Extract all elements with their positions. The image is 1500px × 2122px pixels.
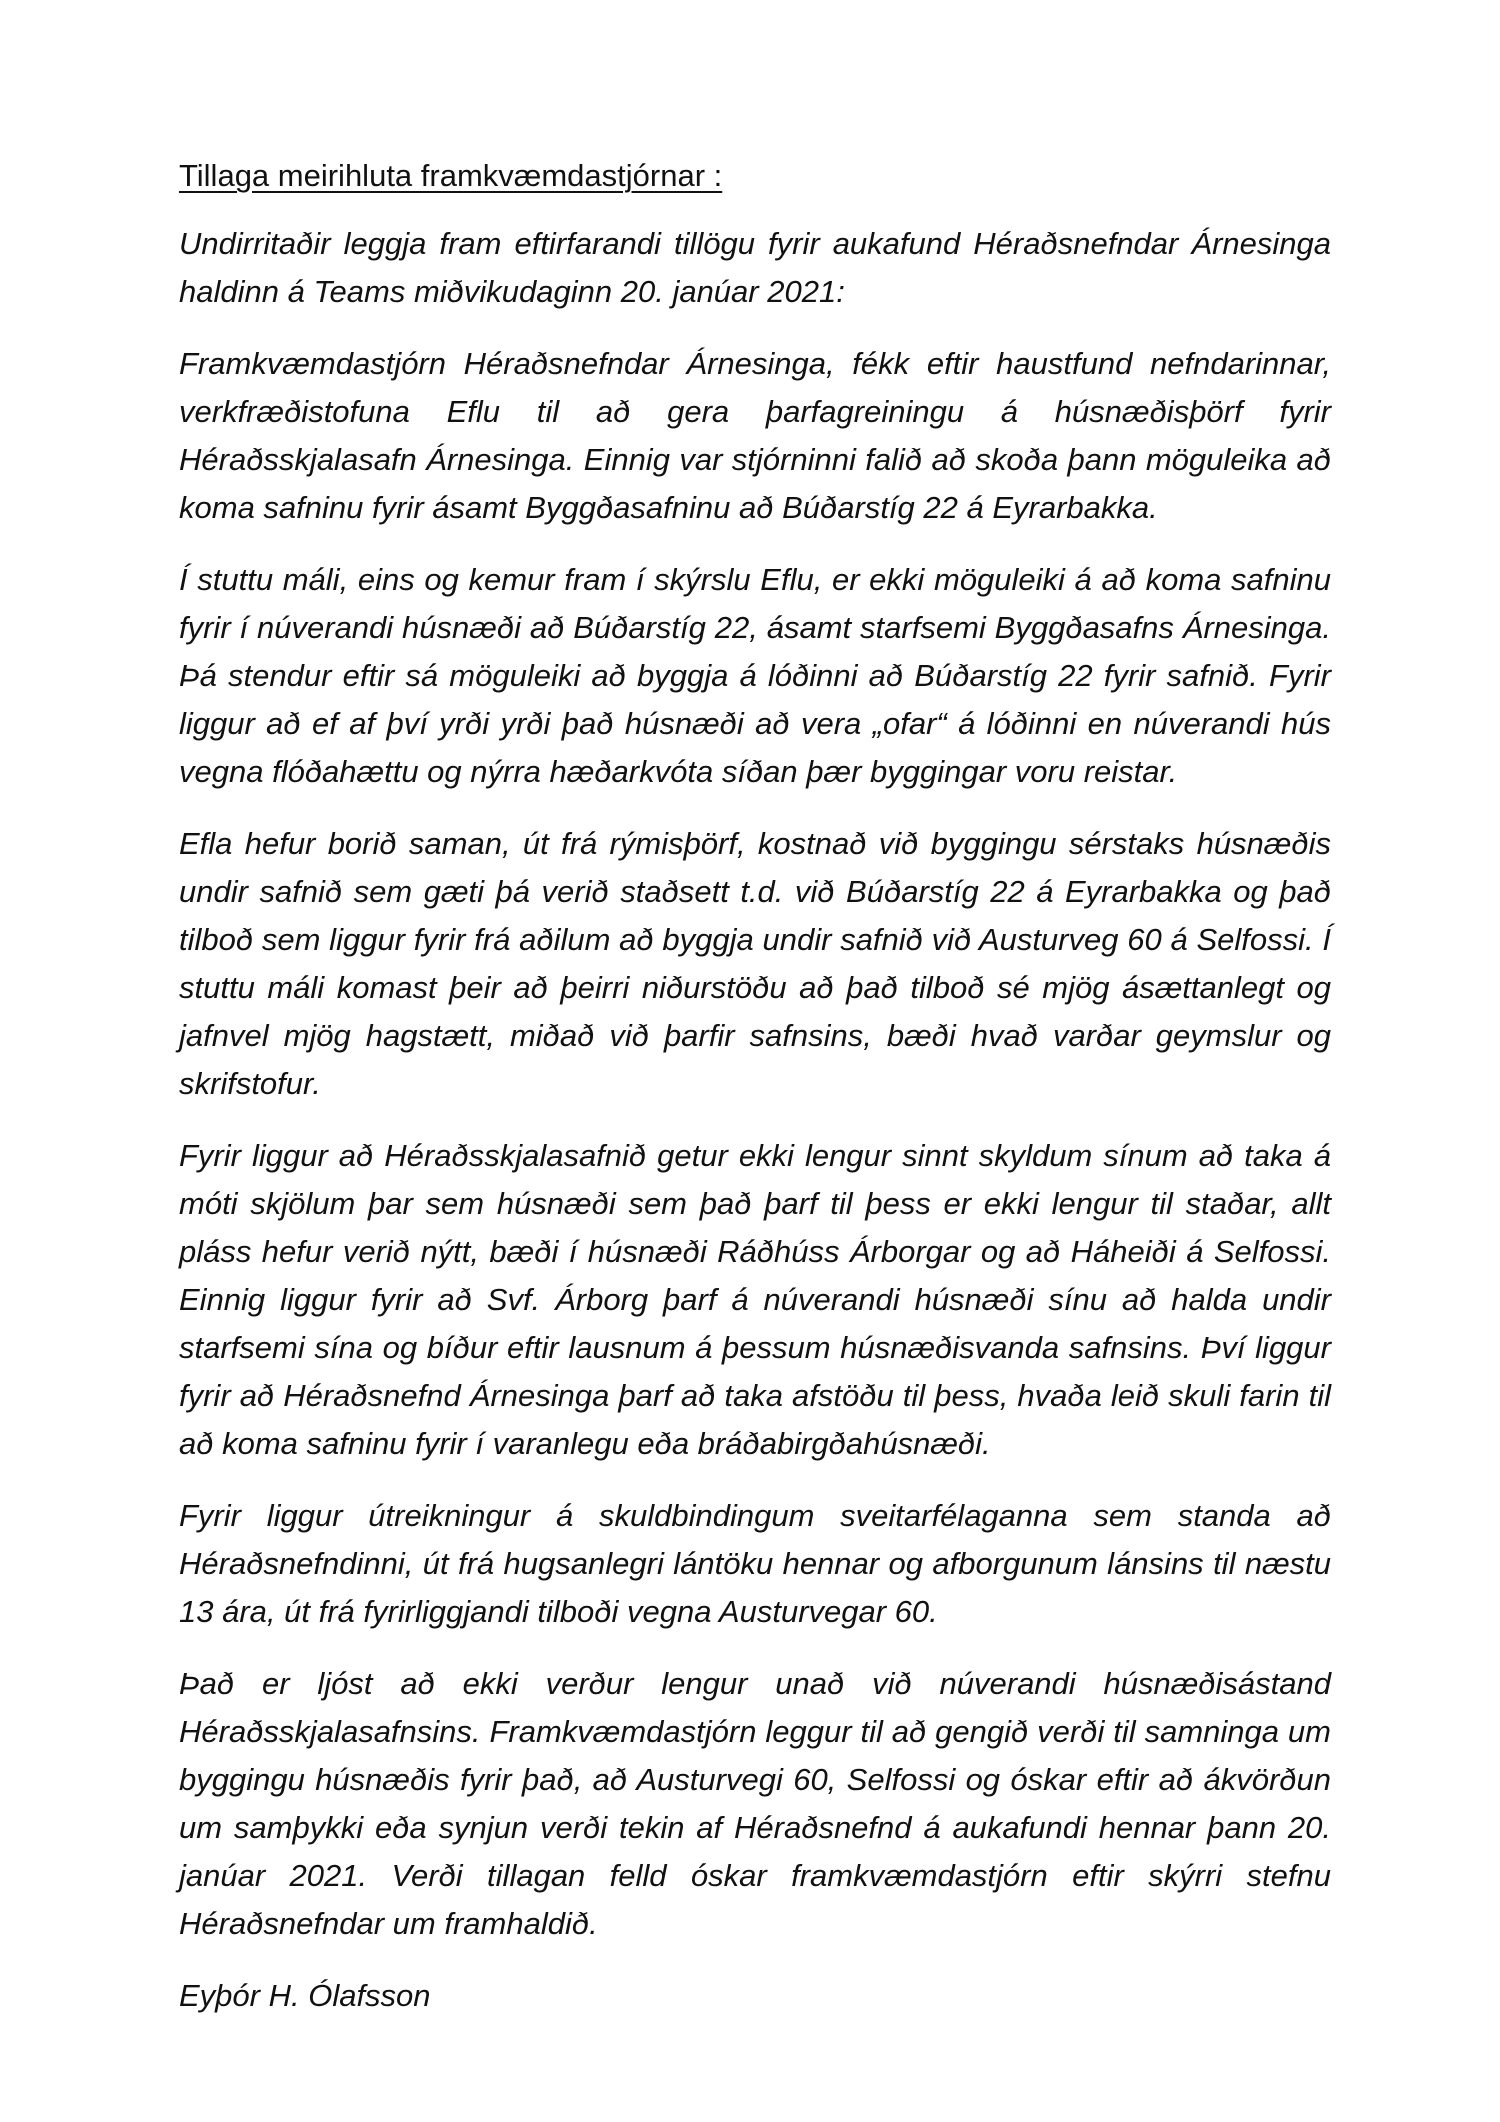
paragraph-financial-obligations: Fyrir liggur útreikningur á skuldbindingum sveitarfélaganna sem standa að Héraðsnefndinni, út frá hugsanlegri lántöku hennar og afborgunum lánsins til næstu 13 ára, út frá fyrirliggjandi tilboði vegna Austurvegar 60. — [179, 1498, 1331, 1629]
paragraph-proposal-intro: Undirritaðir leggja fram eftirfarandi tillögu fyrir aukafund Héraðsnefndar Árnesinga haldinn á Teams miðvikudaginn 20. janúar 2021: — [179, 226, 1331, 309]
paragraph-needs-assessment: Framkvæmdastjórn Héraðsnefndar Árnesinga, fékk eftir haustfund nefndarinnar, verkfræðistofuna Eflu til að gera þarfagreiningu á húsnæðisþörf fyrir Héraðsskjalasafn Árnesinga. Einnig var stjórninni falið að skoða þann möguleika að koma safninu fyrir ásamt Byggðasafninu að Búðarstíg 22 á Eyrarbakka. — [179, 346, 1331, 525]
paragraph-cost-comparison: Efla hefur borið saman, út frá rýmisþörf, kostnað við byggingu sérstaks húsnæðis undir safnið sem gæti þá verið staðsett t.d. við Búðarstíg 22 á Eyrarbakka og það tilboð sem liggur fyrir frá aðilum að byggja undir safnið við Austurveg 60 á Selfossi. Í stuttu máli komast þeir að þeirri niðurstöðu að það tilboð sé mjög ásættanlegt og jafnvel mjög hagstætt, miðað við þarfir safnsins, bæði hvað varðar geymslur og skrifstofur. — [179, 826, 1331, 1101]
paragraph-current-situation: Fyrir liggur að Héraðsskjalasafnið getur ekki lengur sinnt skyldum sínum að taka á móti skjölum þar sem húsnæði sem það þarf til þess er ekki lengur til staðar, allt pláss hefur verið nýtt, bæði í húsnæði Ráðhúss Árborgar og að Háheiði á Selfossi. Einnig liggur fyrir að Svf. Árborg þarf á núverandi húsnæði sínu að halda undir starfsemi sína og bíður eftir lausnum á þessum húsnæðisvanda safnsins. Því liggur fyrir að Héraðsnefnd Árnesinga þarf að taka afstöðu til þess, hvaða leið skuli farin til að koma safninu fyrir í varanlegu eða bráðabirgðahúsnæði. — [179, 1138, 1331, 1461]
paragraph-budarstigur-option: Í stuttu máli, eins og kemur fram í skýrslu Eflu, er ekki möguleiki á að koma safninu fyrir í núverandi húsnæði að Búðarstíg 22, ásamt starfsemi Byggðasafns Árnesinga. Þá stendur eftir sá möguleiki að byggja á lóðinni að Búðarstíg 22 fyrir safnið. Fyrir liggur að ef af því yrði yrði það húsnæði að vera „ofar“ á lóðinni en núverandi hús vegna flóðahættu og nýrra hæðarkvóta síðan þær byggingar voru reistar. — [179, 562, 1331, 789]
signature: Eyþór H. Ólafsson — [179, 1978, 431, 2013]
paragraph-conclusion: Það er ljóst að ekki verður lengur unað við núverandi húsnæðisástand Héraðsskjalasafnsins. Framkvæmdastjórn leggur til að gengið verði til samninga um byggingu húsnæðis fyrir það, að Austurvegi 60, Selfossi og óskar eftir að ákvörðun um samþykki eða synjun verði tekin af Héraðsnefnd á aukafundi hennar þann 20. janúar 2021. Verði tillagan felld óskar framkvæmdastjórn eftir skýrri stefnu Héraðsnefndar um framhaldið. — [179, 1666, 1331, 1941]
document-heading: Tillaga meirihluta framkvæmdastjórnar : — [179, 158, 723, 193]
document-body — [179, 152, 1331, 2020]
